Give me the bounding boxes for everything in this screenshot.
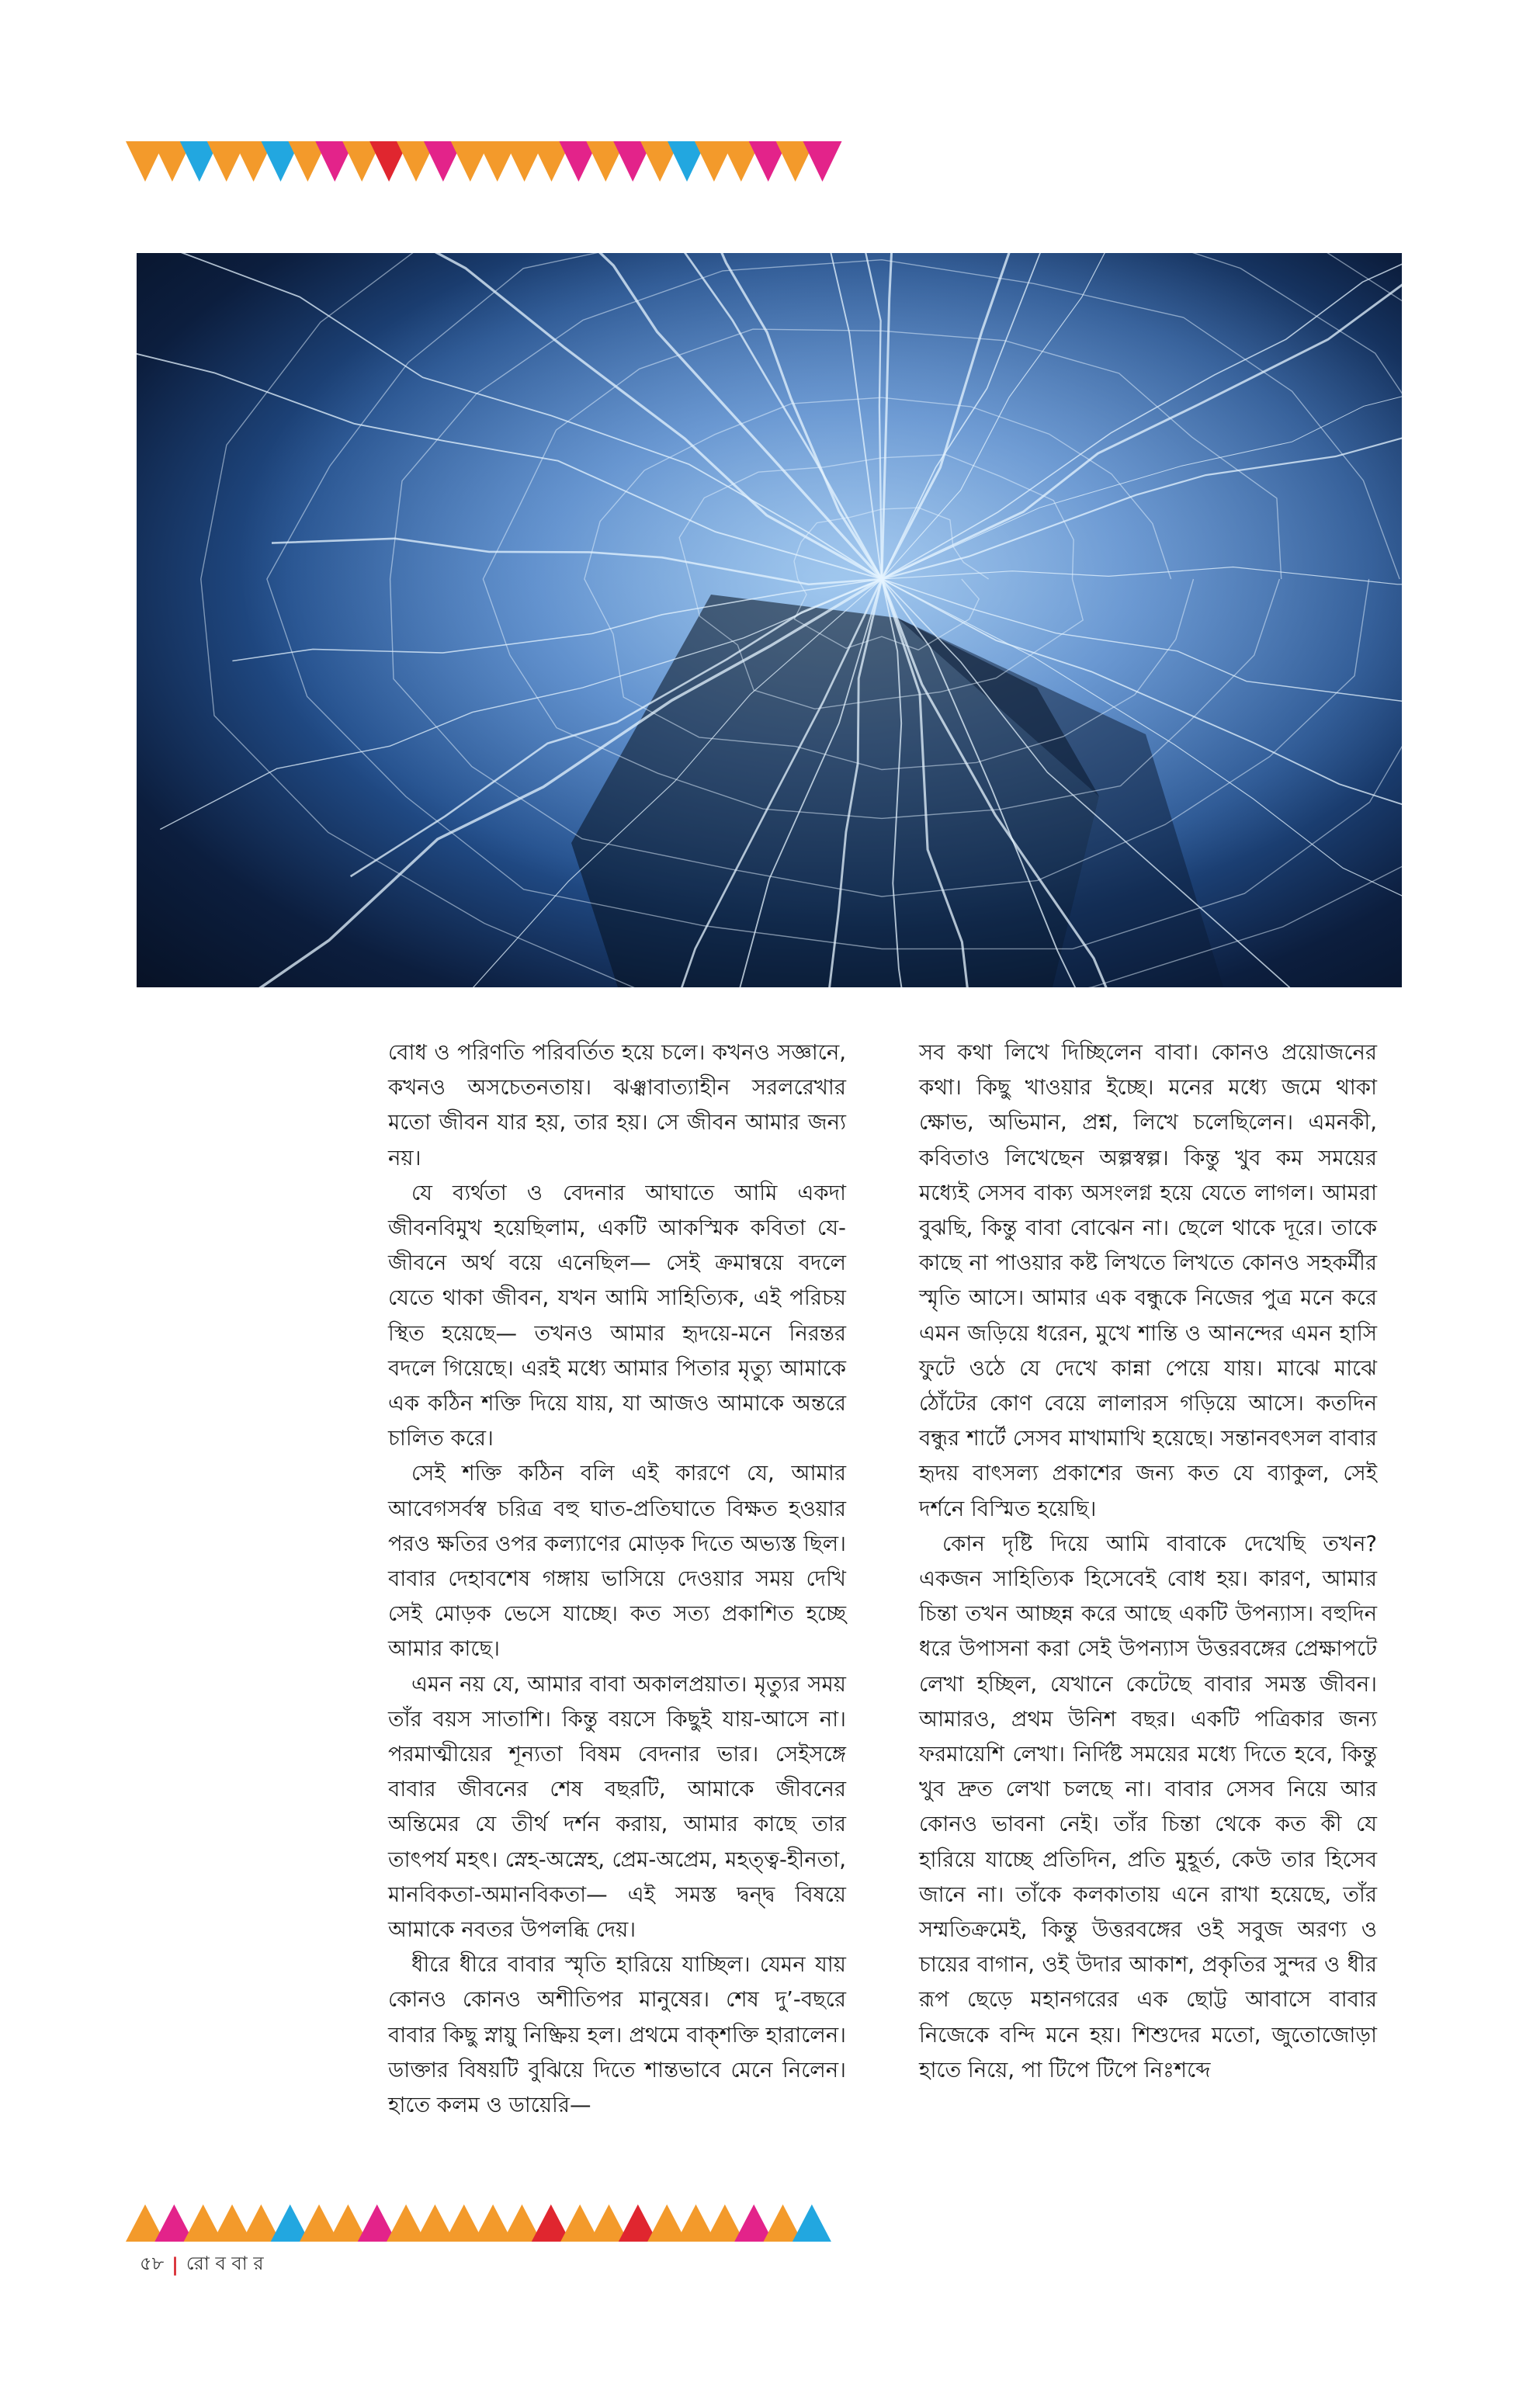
paragraph: এমন নয় যে, আমার বাবা অকালপ্রয়াত। মৃত্যুর সময় তাঁর বয়স সাতাশি। কিন্তু বয়সে কিছুই যায়-আসে না। পরমাত্মীয়ের শূন্যতা বিষম বেদনার ভার। সেইসঙ্গে বাবার জীবনের শেষ বছরটি, আমাকে জীবনের অন্তিমের যে তীর্থ দর্শন করায়, আমার কাছে তার তাৎপর্য মহৎ। স্নেহ-অস্নেহ, প্রেম-অপ্রেম, মহত্ত্ব-হীনতা, মানবিকতা-অমানবিকতা— এই সমস্ত দ্বন্দ্ব বিষয়ে আমাকে নবতর উপলব্ধি দেয়। [388, 1671, 846, 1943]
footer-separator: | [172, 2254, 179, 2276]
paragraph: বোধ ও পরিণতি পরিবর্তিত হয়ে চলে। কখনও সজ্ঞানে, কখনও অসচেতনতায়। ঝঞ্ঝাবাত্যাহীন সরলরেখার মতো জীবন যার হয়, তার হয়। সে জীবন আমার জন্য নয়। [388, 1040, 846, 1170]
paragraph: সেই শক্তি কঠিন বলি এই কারণে যে, আমার আবেগসর্বস্ব চরিত্র বহু ঘাত-প্রতিঘাতে বিক্ষত হওয়ার পরও ক্ষতির ওপর কল্যাণের মোড়ক দিতে অভ্যস্ত ছিল। বাবার দেহাবশেষ গঙ্গায় ভাসিয়ে দেওয়ার সময় দেখি সেই মোড়ক ভেসে যাচ্ছে। কত সত্য প্রকাশিত হচ্ছে আমার কাছে। [388, 1461, 846, 1662]
top-bunting-svg [0, 138, 1540, 192]
bunting-triangle [803, 141, 842, 182]
bottom-bunting-decoration [0, 2201, 1540, 2248]
top-bunting-decoration [0, 138, 1540, 192]
paragraph: ধীরে ধীরে বাবার স্মৃতি হারিয়ে যাচ্ছিল। যেমন যায় কোনও কোনও অশীতিপর মানুষের। শেষ দু’-বছরে বাবার কিছু স্নায়ু নিষ্ক্রিয় হল। প্রথমে বাক্‌শক্তি হারালেন। ডাক্তার বিষয়টি বুঝিয়ে দিতে শান্তভাবে মেনে নিলেন। হাতে কলম ও ডায়েরি— [388, 1952, 846, 2118]
article-left-column [388, 1035, 846, 2123]
article-right-column [919, 1035, 1377, 2088]
bunting-triangle [793, 2204, 831, 2242]
shattered-glass-icon [137, 253, 1402, 987]
paragraph: সব কথা লিখে দিচ্ছিলেন বাবা। কোনও প্রয়োজনের কথা। কিছু খাওয়ার ইচ্ছে। মনের মধ্যে জমে থাকা ক্ষোভ, অভিমান, প্রশ্ন, লিখে চলেছিলেন। এমনকী, কবিতাও লিখেছেন অল্পস্বল্প। কিন্তু খুব কম সময়ের মধ্যেই সেসব বাক্য অসংলগ্ন হয়ে যেতে লাগল। আমরা বুঝছি, কিন্তু বাবা বোঝেন না। ছেলে থাকে দূরে। তাকে কাছে না পাওয়ার কষ্ট লিখতে লিখতে কোনও সহকর্মীর স্মৃতি আসে। আমার এক বন্ধুকে নিজের পুত্র মনে করে এমন জড়িয়ে ধরেন, মুখে শান্তি ও আনন্দের এমন হাসি ফুটে ওঠে যে দেখে কান্না পেয়ে যায়। মাঝে মাঝে ঠোঁটের কোণ বেয়ে লালারস গড়িয়ে আসে। কতদিন বন্ধুর শার্টে সেসব মাখামাখি হয়েছে। সন্তানবৎসল বাবার হৃদয় বাৎসল্য প্রকাশের জন্য কত যে ব্যাকুল, সেই দর্শনে বিস্মিত হয়েছি। [919, 1040, 1377, 1521]
paragraph: কোন দৃষ্টি দিয়ে আমি বাবাকে দেখেছি তখন? একজন সাহিত্যিক হিসেবেই বোধ হয়। কারণ, আমার চিন্তা তখন আচ্ছন্ন করে আছে একটি উপন্যাস। বহুদিন ধরে উপাসনা করা সেই উপন্যাস উত্তরবঙ্গের প্রেক্ষাপটে লেখা হচ্ছিল, যেখানে কেটেছে বাবার সমস্ত জীবন। আমারও, প্রথম উনিশ বছর। একটি পত্রিকার জন্য ফরমায়েশি লেখা। নির্দিষ্ট সময়ের মধ্যে দিতে হবে, কিন্তু খুব দ্রুত লেখা চলছে না। বাবার সেসব নিয়ে আর কোনও ভাবনা নেই। তাঁর চিন্তা থেকে কত কী যে হারিয়ে যাচ্ছে প্রতিদিন, প্রতি মুহূর্ত, কেউ তার হিসেব জানে না। তাঁকে কলকাতায় এনে রাখা হয়েছে, তাঁর সম্মতিক্রমেই, কিন্তু উত্তরবঙ্গের ওই সবুজ অরণ্য ও চায়ের বাগান, ওই উদার আকাশ, প্রকৃতির সুন্দর ও ধীর রূপ ছেড়ে মহানগরের এক ছোট্ট আবাসে বাবার নিজেকে বন্দি মনে হয়। শিশুদের মতো, জুতোজোড়া হাতে নিয়ে, পা টিপে টিপে নিঃশব্দে [919, 1531, 1377, 2083]
shattered-glass-photo [137, 253, 1402, 987]
page-footer [140, 2249, 264, 2280]
paragraph: যে ব্যর্থতা ও বেদনার আঘাতে আমি একদা জীবনবিমুখ হয়েছিলাম, একটি আকস্মিক কবিতা যে-জীবনে অর্থ বয়ে এনেছিল— সেই ক্রমান্বয়ে বদলে যেতে থাকা জীবন, যখন আমি সাহিত্যিক, এই পরিচয় স্থিত হয়েছে— তখনও আমার হৃদয়ে-মনে নিরন্তর বদলে গিয়েছে। এরই মধ্যে আমার পিতার মৃত্যু আমাকে এক কঠিন শক্তি দিয়ে যায়, যা আজও আমাকে অন্তরে চালিত করে। [388, 1180, 846, 1451]
page-number: ৫৮ [140, 2253, 165, 2274]
magazine-name: রো ব বা র [186, 2253, 264, 2274]
bottom-bunting-svg [0, 2201, 1540, 2248]
